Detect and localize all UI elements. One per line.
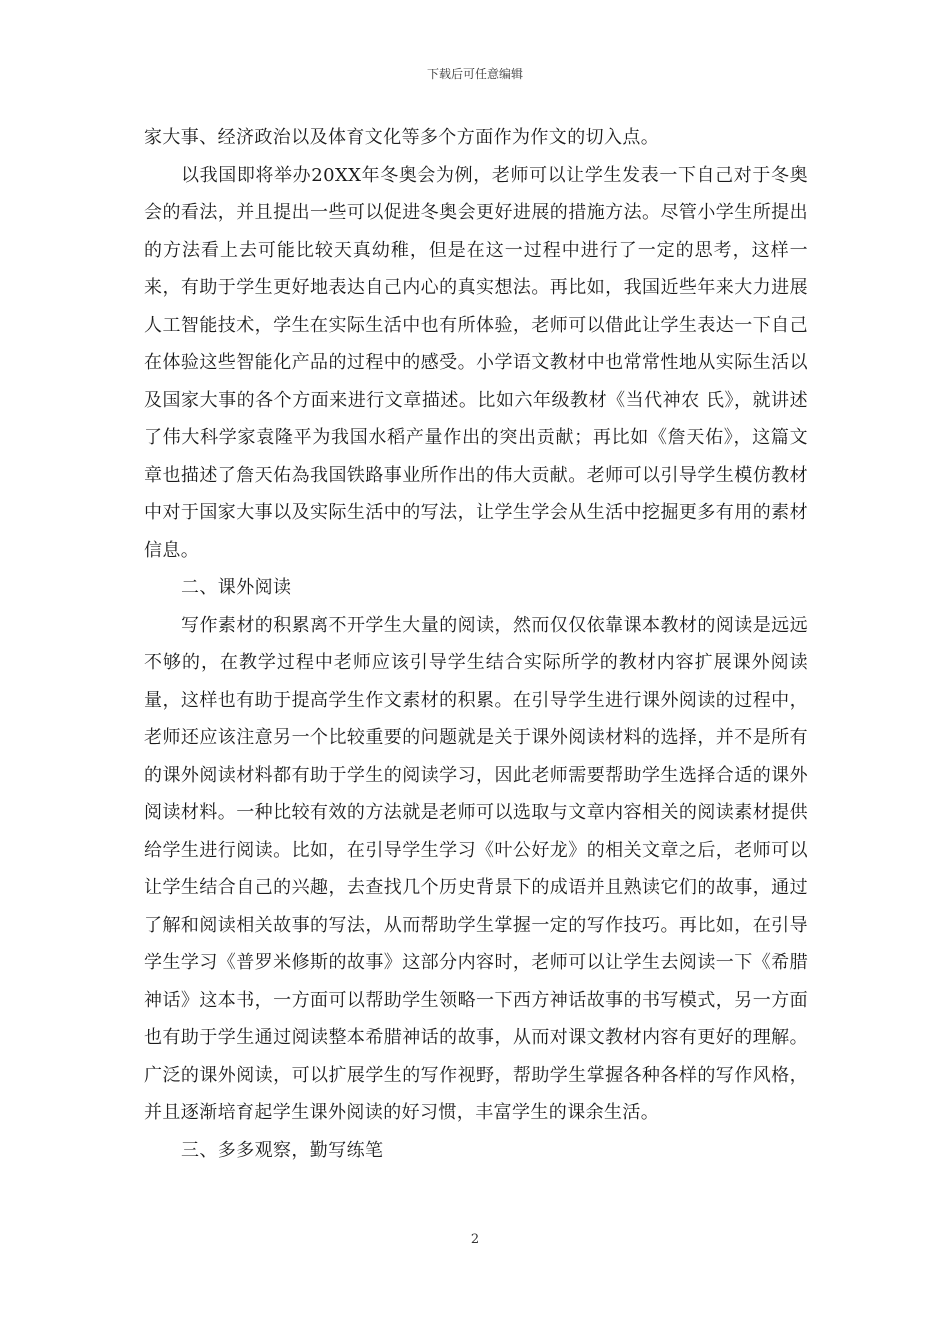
paragraph-winter-olympics: 以我国即将举办20XX年冬奥会为例，老师可以让学生发表一下自己对于冬奥会的看法，并且提出一些可以促进冬奥会更好进展的措施方法。尽管小学生所提出的方法看上去可能比较天真幼稚，但是在这一过程中进行了一定的思考，这样一来，有助于学生更好地表达自己内心的真实想法。再比如，我国近些年来大力进展人工智能技术，学生在实际生活中也有所体验，老师可以借此让学生表达一下自己在体验这些智能化产品的过程中的感受。小学语文教材中也常常性地从实际生活以及国家大事的各个方面来进行文章描述。比如六年级教材《当代神农 氏》，就讲述了伟大科学家袁隆平为我国水稻产量作出的突出贡献；再比如《詹天佑》，这篇文章也描述了詹天佑為我国铁路事业所作出的伟大贡献。老师可以引导学生模仿教材中对于国家大事以及实际生活中的写法，让学生学会从生活中挖掘更多有用的素材信息。 <box>144 164 808 561</box>
section-heading-observe-and-write: 三、多多观察，勤写练笔 <box>181 1139 384 1161</box>
section-heading-extracurricular-reading: 二、课外阅读 <box>181 577 292 598</box>
page-header: 下载后可任意编辑 <box>426 67 523 81</box>
document-body <box>144 119 808 1169</box>
paragraph-extracurricular-reading: 写作素材的积累离不开学生大量的阅读，然而仅仅依靠课本教材的阅读是远远不够的，在教学过程中老师应该引导学生结合实际所学的教材内容扩展课外阅读量，这样也有助于提高学生作文素材的积累。在引导学生进行课外阅读的过程中，老师还应该注意另一个比较重要的问题就是关于课外阅读材料的选择，并不是所有的课外阅读材料都有助于学生的阅读学习，因此老师需要帮助学生选择合适的课外阅读材料。一种比较有效的方法就是老师可以选取与文章内容相关的阅读素材提供给学生进行阅读。比如，在引导学生学习《叶公好龙》的相关文章之后，老师可以让学生结合自己的兴趣，去查找几个历史背景下的成语并且熟读它们的故事，通过了解和阅读相关故事的写法，从而帮助学生掌握一定的写作技巧。再比如，在引导学生学习《普罗米修斯的故事》这部分内容时，老师可以让学生去阅读一下《希腊神话》这本书，一方面可以帮助学生领略一下西方神话故事的书写模式，另一方面也有助于学生通过阅读整本希腊神话的故事，从而对课文教材内容有更好的理解。广泛的课外阅读，可以扩展学生的写作视野，帮助学生掌握各种各样的写作风格，并且逐渐培育起学生课外阅读的好习惯，丰富学生的课余生活。 <box>144 614 808 1123</box>
paragraph-continuation: 家大事、经济政治以及体育文化等多个方面作为作文的切入点。 <box>144 127 660 148</box>
page-number: 2 <box>470 1232 480 1247</box>
